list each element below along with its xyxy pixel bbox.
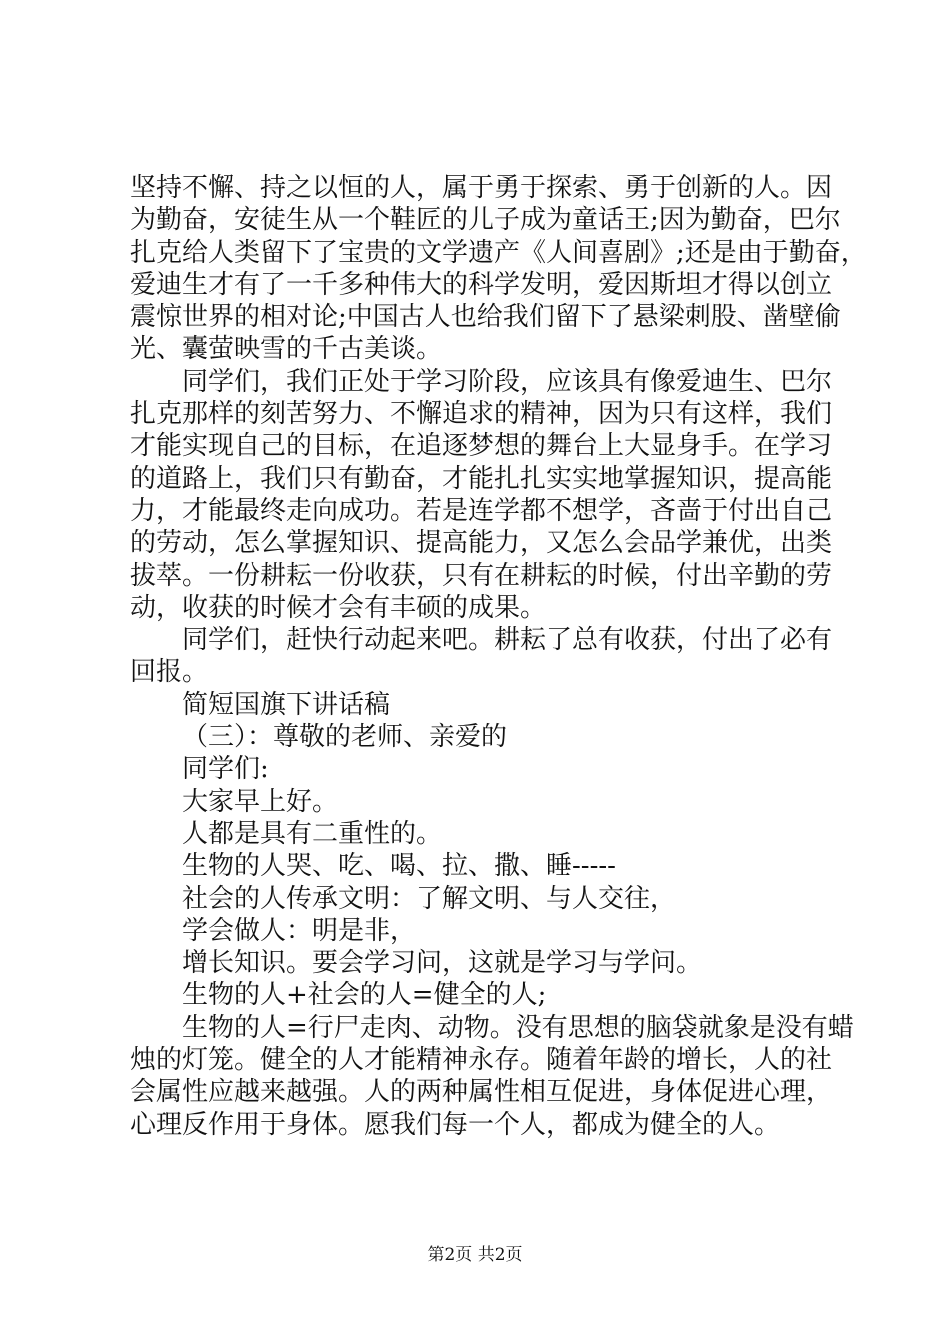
text-line: 烛的灯笼。健全的人才能精神永存。随着年龄的增长，人的社: [130, 1045, 833, 1076]
text-line: 拔萃。一份耕耘一份收获，只有在耕耘的时候，付出辛勤的劳: [130, 560, 833, 591]
text-line: 回报。: [130, 657, 209, 688]
text-line: 生物的人+社会的人=健全的人;: [182, 980, 547, 1011]
text-line: 扎克那样的刻苦努力、不懈追求的精神，因为只有这样，我们: [130, 399, 833, 430]
text-line: 力，才能最终走向成功。若是连学都不想学，吝啬于付出自己: [130, 495, 833, 526]
page-footer: 第2页 共2页: [427, 1245, 523, 1265]
text-line: 心理反作用于身体。愿我们每一个人，都成为健全的人。: [130, 1109, 781, 1140]
text-line: 简短国旗下讲话稿: [182, 689, 391, 720]
text-line: 生物的人哭、吃、喝、拉、撒、睡-----: [182, 851, 616, 882]
text-line: 才能实现自己的目标，在追逐梦想的舞台上大显身手。在学习: [130, 431, 833, 462]
text-line: 人都是具有二重性的。: [182, 818, 443, 849]
text-line: 同学们，我们正处于学习阶段，应该具有像爱迪生、巴尔: [182, 366, 833, 397]
text-line: 震惊世界的相对论;中国古人也给我们留下了悬梁刺股、凿壁偷: [130, 302, 841, 333]
text-line: 动，收获的时候才会有丰硕的成果。: [130, 592, 547, 623]
text-line: 社会的人传承文明：了解文明、与人交往，: [182, 883, 677, 914]
text-line: 扎克给人类留下了宝贵的文学遗产《人间喜剧》;还是由于勤奋，: [130, 237, 867, 268]
text-line: 同学们，赶快行动起来吧。耕耘了总有收获，付出了必有: [182, 625, 833, 656]
document-body: [130, 172, 867, 1141]
text-line: 爱迪生才有了一千多种伟大的科学发明，爱因斯坦才得以创立: [130, 269, 833, 300]
text-line: 为勤奋，安徒生从一个鞋匠的儿子成为童话王;因为勤奋，巴尔: [130, 205, 841, 236]
text-line: 增长知识。要会学习问，这就是学习与学问。: [182, 948, 703, 979]
text-line: （三）：尊敬的老师、亲爱的: [182, 722, 508, 753]
text-line: 的道路上，我们只有勤奋，才能扎扎实实地掌握知识，提高能: [130, 463, 833, 494]
text-line: 的劳动，怎么掌握知识、提高能力，又怎么会品学兼优，出类: [130, 528, 833, 559]
text-line: 生物的人=行尸走肉、动物。没有思想的脑袋就象是没有蜡: [182, 1012, 854, 1043]
text-line: 大家早上好。: [182, 786, 339, 817]
text-line: 学会做人：明是非，: [182, 915, 417, 946]
text-line: 光、囊萤映雪的千古美谈。: [130, 334, 443, 365]
text-line: 会属性应越来越强。人的两种属性相互促进，身体促进心理，: [130, 1077, 833, 1108]
text-line: 同学们:: [182, 754, 269, 785]
text-line: 坚持不懈、持之以恒的人，属于勇于探索、勇于创新的人。因: [130, 173, 833, 203]
